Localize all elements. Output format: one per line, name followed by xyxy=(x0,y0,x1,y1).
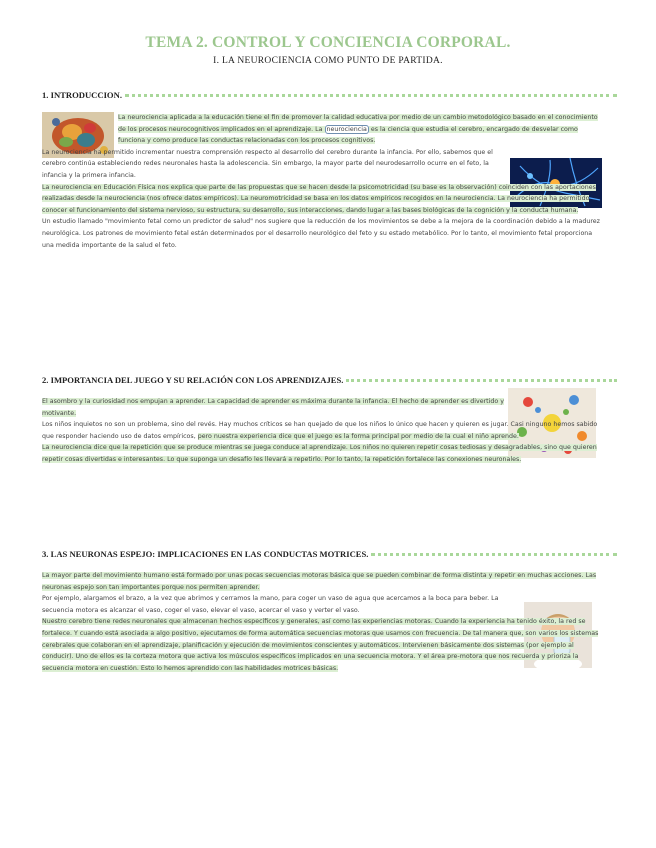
paragraph-highlight: pero nuestra experiencia dice que el juego es la forma principal por medio de la cual el niño aprende. xyxy=(197,432,519,440)
section-2-heading-row xyxy=(42,374,617,386)
section-3-paragraph-3 xyxy=(42,616,602,674)
neurociencia-term: neurociencia xyxy=(326,125,367,133)
section-1-heading-row xyxy=(42,89,617,101)
section-2-paragraph-2 xyxy=(42,419,602,442)
section-1-paragraph-1 xyxy=(42,112,602,147)
section-1-paragraph-3 xyxy=(42,182,602,217)
section-2-paragraph-3 xyxy=(42,442,602,465)
section-1-heading: 1. INTRODUCCION. xyxy=(42,90,122,100)
section-3-paragraph-2 xyxy=(42,593,602,616)
section-3-paragraph-1 xyxy=(42,570,602,593)
intro-text: La neurociencia aplicada a la educación tiene el fin de promover la calidad educativa por medio de un cambio metodológico basado en el conocimiento de los procesos neurocognitivos implicados en el aprendizaje. La xyxy=(118,114,598,133)
paragraph-text: Un estudio llamado "movimiento fetal como un predictor de salud" nos sugiere que la reducción de los movimientos se debe a la mejora de la coordinación debido a la madurez neurológica. Los patrones de movimiento fetal están determinados por el desarrollo neurológico del feto y su estado metabólico. Por lo tanto, el movimiento fetal proporciona una medida importante de la salud el feto. xyxy=(42,218,600,249)
paragraph-text: Nuestro cerebro tiene redes neuronales que almacenan hechos específicos y generales, así como las experiencias motoras. Cuando la experiencia ha tenido éxito, la red se fortalece. Y cuando está asociada a algo positivo, ejecutamos de forma automática secuencias motoras que usamos con frecuencia. De tal manera que, son varios los sistemas cerebrales que colaboran en el aprendizaje, planificación y ejecución de movimientos conscientes y automáticos. Intervienen básicamente dos sistemas (por ejemplo al conducir). Uno de ellos es la corteza motora que activa los músculos específicos implicados en una secuencia motora. Y el área pre-motora que nos recuerda y prioriza la secuencia motora en cuestión. Esto lo hemos aprendido con las habilidades motrices básicas. xyxy=(42,618,599,672)
section-2-heading: 2. IMPORTANCIA DEL JUEGO Y SU RELACIÓN CON LOS APRENDIZAJES. xyxy=(42,375,344,385)
section-3-body xyxy=(42,570,602,674)
section-3-heading: 3. LAS NEURONAS ESPEJO: IMPLICACIONES EN LAS CONDUCTAS MOTRICES. xyxy=(42,549,369,559)
intro-definition: es la ciencia que estudia el cerebro, encargado de desvelar como funciona y como produce las conductas relacionadas con los procesos cognitivos. xyxy=(118,125,578,145)
paragraph-text: Por ejemplo, alargamos el brazo, a la vez que abrimos y cerramos la mano, para coger un vaso de agua que acercamos a la boca para beber. La secuencia motora es alcanzar el vaso, coger el vaso, elevar el vaso, acercar el vaso y verter el vaso. xyxy=(42,595,499,614)
page-title: TEMA 2. CONTROL Y CONCIENCIA CORPORAL. xyxy=(145,34,511,51)
dotted-divider xyxy=(125,94,617,97)
paragraph-text: La neurociencia ha permitido incrementar nuestra comprensión respecto al desarrollo del cerebro durante la infancia. Por ello, sabemos que el cerebro continúa estableciendo redes neuronales hasta la adolescencia. Sin embargo, la mayor parte del neurodesarrollo ocurre en el feto, la infancia y la primera infancia. xyxy=(42,148,493,179)
section-1-paragraph-2 xyxy=(42,147,602,182)
paragraph-text: La mayor parte del movimiento humano está formado por unas pocas secuencias motoras básica que se pueden combinar de forma distinta y repetir en muchas acciones. Las neuronas espejo son tan importantes porque nos permiten aprender. xyxy=(42,572,597,591)
dotted-divider xyxy=(346,379,617,382)
section-3-heading-row xyxy=(42,548,617,560)
paragraph-text: El asombro y la curiosidad nos empujan a aprender. La capacidad de aprender es máxima durante la infancia. El hecho de aprender es divertido y motivante. xyxy=(42,398,504,417)
section-1-paragraph-4 xyxy=(42,216,602,251)
paragraph-text: Los niños inquietos no son un problema, sino del revés. Hay muchos críticos se han quejado de que los niños lo único que hacen y quieren es jugar. Casi ninguno hemos sabido que responder haciendo uso de datos empíricos, xyxy=(42,421,598,440)
section-1-body xyxy=(42,112,602,251)
paragraph-text: La neurociencia dice que la repetición que se produce mientras se juega conduce al aprendizaje. Los niños no quieren repetir cosas tediosas y desagradables, sino que quieren repetir cosas divertidas e interesantes. Lo que suponga un desafío les llevará a repetirlo. Por lo tanto, la repetición fortalece las conexiones neuronales. xyxy=(42,444,597,463)
paragraph-text: La neurociencia en Educación Física nos explica que parte de las propuestas que se hacen desde la psicomotricidad (su base es la observación) coinciden con las aportaciones realizadas desde la neurociencia (nos ofrece datos empíricos). La neuromotricidad se basa en los datos empíricos recogidos en la neurociencia. La neurociencia ha permitido conocer el funcionamiento del sistema nervioso, su estructura, su desarrollo, sus interacciones, dando lugar a las bases biológicas de la cognición y la conducta humana. xyxy=(42,183,596,214)
page-subtitle: I. LA NEUROCIENCIA COMO PUNTO DE PARTIDA. xyxy=(213,56,443,66)
section-2-body xyxy=(42,396,602,466)
dotted-divider xyxy=(371,553,617,556)
section-2-paragraph-1 xyxy=(42,396,602,419)
